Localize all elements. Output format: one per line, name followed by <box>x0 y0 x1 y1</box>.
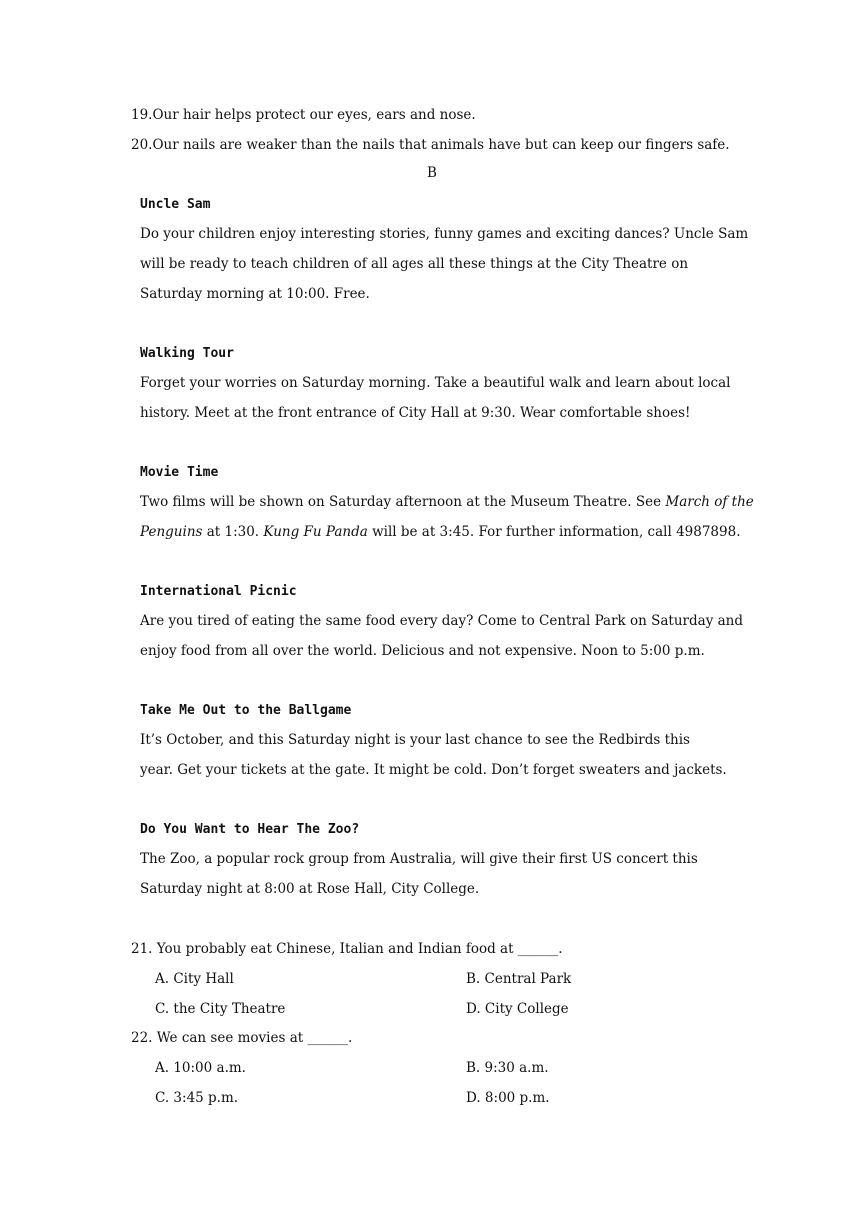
ad-text-line: Saturday morning at 10:00. Free. <box>140 286 370 302</box>
ad-title-international-picnic: International Picnic <box>140 584 297 599</box>
ad-text-line: It’s October, and this Saturday night is your last chance to see the Redbirds this <box>140 732 690 748</box>
ad-text-line <box>140 493 754 511</box>
statement-text: Our nails are weaker than the nails that animals have but can keep our fingers safe. <box>152 137 730 153</box>
question-22-stem: 22. We can see movies at ______. <box>131 1030 353 1046</box>
ad-title-uncle-sam: Uncle Sam <box>140 197 211 212</box>
statement-20 <box>131 136 730 154</box>
statement-number: 20. <box>131 137 153 153</box>
option-d[interactable]: D. City College <box>466 1001 569 1017</box>
ad-text-line: enjoy food from all over the world. Delicious and not expensive. Noon to 5:00 p.m. <box>140 643 705 659</box>
film-title: March of the <box>665 494 754 510</box>
statement-19 <box>131 106 476 124</box>
film-title: Kung Fu Panda <box>263 524 368 540</box>
option-c[interactable]: C. the City Theatre <box>155 1001 286 1017</box>
ad-text-line: history. Meet at the front entrance of City Hall at 9:30. Wear comfortable shoes! <box>140 405 691 421</box>
option-b[interactable]: B. Central Park <box>466 971 572 987</box>
ad-text: Two films will be shown on Saturday afternoon at the Museum Theatre. See <box>140 494 666 510</box>
statement-number: 19. <box>131 107 153 123</box>
ad-title-movie-time: Movie Time <box>140 465 219 480</box>
option-a[interactable]: A. City Hall <box>155 971 234 987</box>
ad-title-the-zoo: Do You Want to Hear The Zoo? <box>140 822 360 837</box>
film-title: Penguins <box>140 524 203 540</box>
ad-text-line: Do your children enjoy interesting stories, funny games and exciting dances? Uncle Sam <box>140 226 749 242</box>
ad-title-walking-tour: Walking Tour <box>140 346 234 361</box>
ad-text-line: Are you tired of eating the same food every day? Come to Central Park on Saturday and <box>140 613 743 629</box>
ad-text-line: Forget your worries on Saturday morning. Take a beautiful walk and learn about local <box>140 375 731 391</box>
ad-text-line: year. Get your tickets at the gate. It might be cold. Don’t forget sweaters and jackets. <box>140 762 727 778</box>
section-label: B <box>427 165 437 181</box>
option-c[interactable]: C. 3:45 p.m. <box>155 1090 239 1106</box>
ad-text: at 1:30. <box>202 524 264 540</box>
ad-text: will be at 3:45. For further information, call 4987898. <box>367 524 741 540</box>
ad-text-line <box>140 523 741 541</box>
ad-title-ballgame: Take Me Out to the Ballgame <box>140 703 352 718</box>
ad-text-line: The Zoo, a popular rock group from Australia, will give their first US concert this <box>140 851 698 867</box>
option-d[interactable]: D. 8:00 p.m. <box>466 1090 550 1106</box>
ad-text-line: will be ready to teach children of all ages all these things at the City Theatre on <box>140 256 689 272</box>
option-a[interactable]: A. 10:00 a.m. <box>155 1060 246 1076</box>
ad-text-line: Saturday night at 8:00 at Rose Hall, City College. <box>140 881 480 897</box>
option-b[interactable]: B. 9:30 a.m. <box>466 1060 549 1076</box>
statement-text: Our hair helps protect our eyes, ears and nose. <box>152 107 476 123</box>
question-21-stem: 21. You probably eat Chinese, Italian and Indian food at ______. <box>131 941 563 957</box>
